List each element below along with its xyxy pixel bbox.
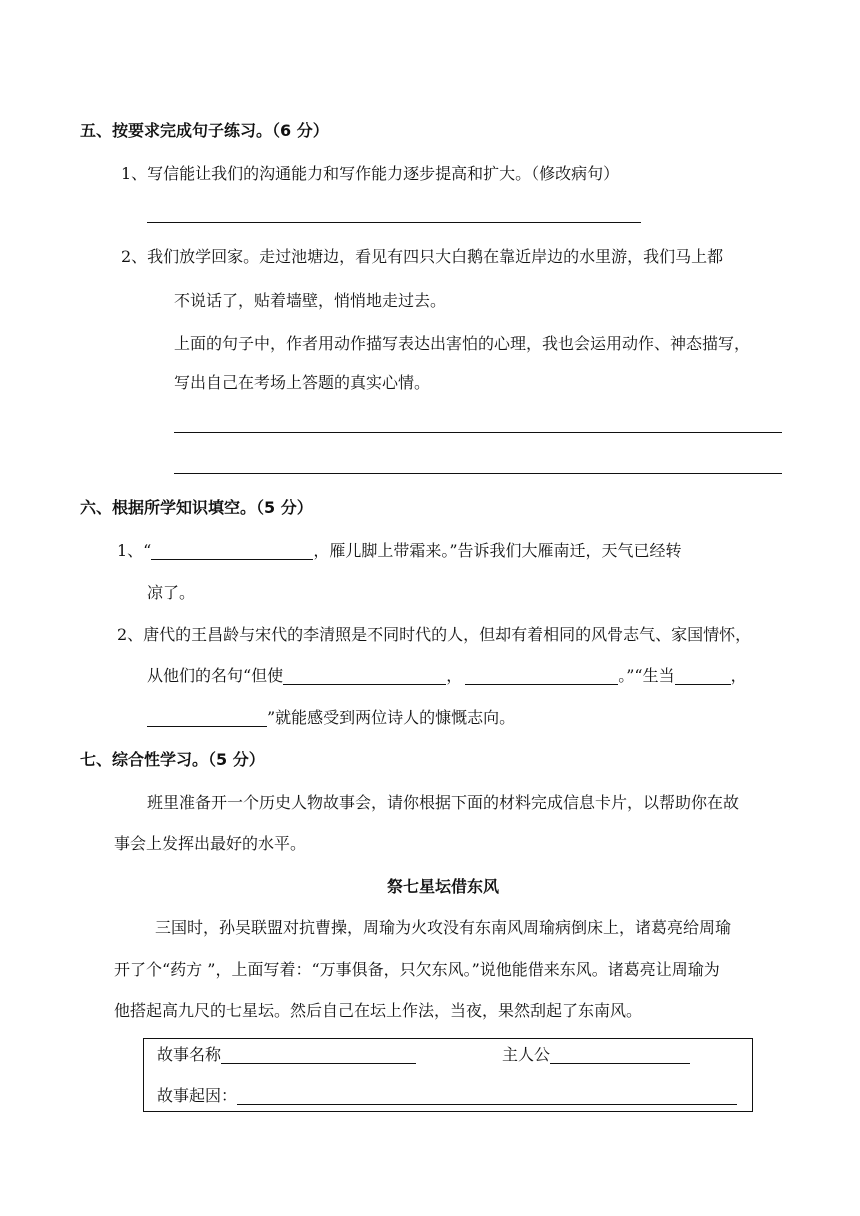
s7-intro-line-1: 班里准备开一个历史人物故事会，请你根据下面的材料完成信息卡片，以帮助你在故 bbox=[147, 793, 740, 812]
story-line-2: 开了个“药方 ”，上面写着：“万事俱备，只欠东风。”说他能借来东风。诸葛亮让周瑜为 bbox=[114, 960, 720, 979]
card-story-name-label: 故事名称 bbox=[157, 1045, 222, 1064]
card-cause-blank[interactable] bbox=[237, 1086, 737, 1105]
s5-q2-answer-line-2[interactable] bbox=[174, 473, 782, 474]
section-6-title: 六、根据所学知识填空。（5 分） bbox=[80, 498, 313, 517]
s6-question-2-line-3 bbox=[147, 708, 515, 728]
s5-question-2-line-4: 写出自己在考场上答题的真实心情。 bbox=[174, 373, 431, 392]
s6-q2-text-e: ”就能感受到两位诗人的慷慨志向。 bbox=[267, 708, 516, 727]
s5-question-2-line-2: 不说话了，贴着墙壁，悄悄地走过去。 bbox=[174, 291, 447, 310]
s6-q2-blank-2[interactable] bbox=[465, 666, 618, 685]
s6-q2-blank-1[interactable] bbox=[283, 666, 446, 685]
s6-q2-text-a: 从他们的名句“但使 bbox=[147, 666, 284, 685]
story-line-3: 他搭起高九尺的七星坛。然后自己在坛上作法，当夜，果然刮起了东南风。 bbox=[114, 1001, 643, 1020]
s5-q2-answer-line-1[interactable] bbox=[174, 432, 782, 433]
s6-q1-blank[interactable] bbox=[151, 541, 313, 560]
section-5-title: 五、按要求完成句子练习。（6 分） bbox=[80, 121, 329, 140]
s6-question-2-line-2 bbox=[147, 666, 747, 686]
card-hero-label: 主人公 bbox=[502, 1045, 551, 1064]
s6-q2-text-b: ， bbox=[446, 666, 463, 685]
s6-q1-text: ，雁儿脚上带霜来。”告诉我们大雁南迁，天气已经转 bbox=[313, 541, 682, 560]
s6-question-2-line-1: 2、唐代的王昌龄与宋代的李清照是不同时代的人，但却有着相同的风骨志气、家国情怀， bbox=[117, 625, 752, 644]
s6-q2-text-d: ， bbox=[730, 666, 747, 685]
card-cause-label: 故事起因： bbox=[157, 1086, 238, 1105]
section-7-title: 七、综合性学习。（5 分） bbox=[80, 750, 265, 769]
s5-question-2-line-1: 2、我们放学回家。走过池塘边，看见有四只大白鹅在靠近岸边的水里游，我们马上都 bbox=[121, 247, 724, 266]
card-hero-blank[interactable] bbox=[550, 1045, 690, 1064]
s6-q1-prefix: 1、“ bbox=[117, 541, 152, 560]
s7-intro-line-2: 事会上发挥出最好的水平。 bbox=[114, 834, 307, 853]
s5-question-2-line-3: 上面的句子中，作者用动作描写表达出害怕的心理，我也会运用动作、神态描写， bbox=[174, 334, 751, 353]
s6-q2-blank-3[interactable] bbox=[675, 666, 731, 685]
card-story-name-row bbox=[157, 1045, 416, 1065]
s6-question-1-line-2: 凉了。 bbox=[147, 583, 196, 602]
card-cause-row bbox=[157, 1086, 737, 1106]
card-hero-row bbox=[502, 1045, 690, 1065]
story-line-1: 三国时，孙吴联盟对抗曹操，周瑜为火攻没有东南风周瑜病倒床上，诸葛亮给周瑜 bbox=[155, 918, 732, 937]
s5-question-1: 1、写信能让我们的沟通能力和写作能力逐步提高和扩大。（修改病句） bbox=[121, 164, 620, 183]
s5-q1-answer-line[interactable] bbox=[147, 222, 641, 223]
story-title: 祭七星坛借东风 bbox=[387, 877, 500, 896]
s6-q2-blank-4[interactable] bbox=[147, 708, 267, 727]
card-story-name-blank[interactable] bbox=[221, 1045, 416, 1064]
s6-q2-text-c: 。”“生当 bbox=[618, 666, 675, 685]
s6-question-1-line-1 bbox=[117, 541, 682, 561]
